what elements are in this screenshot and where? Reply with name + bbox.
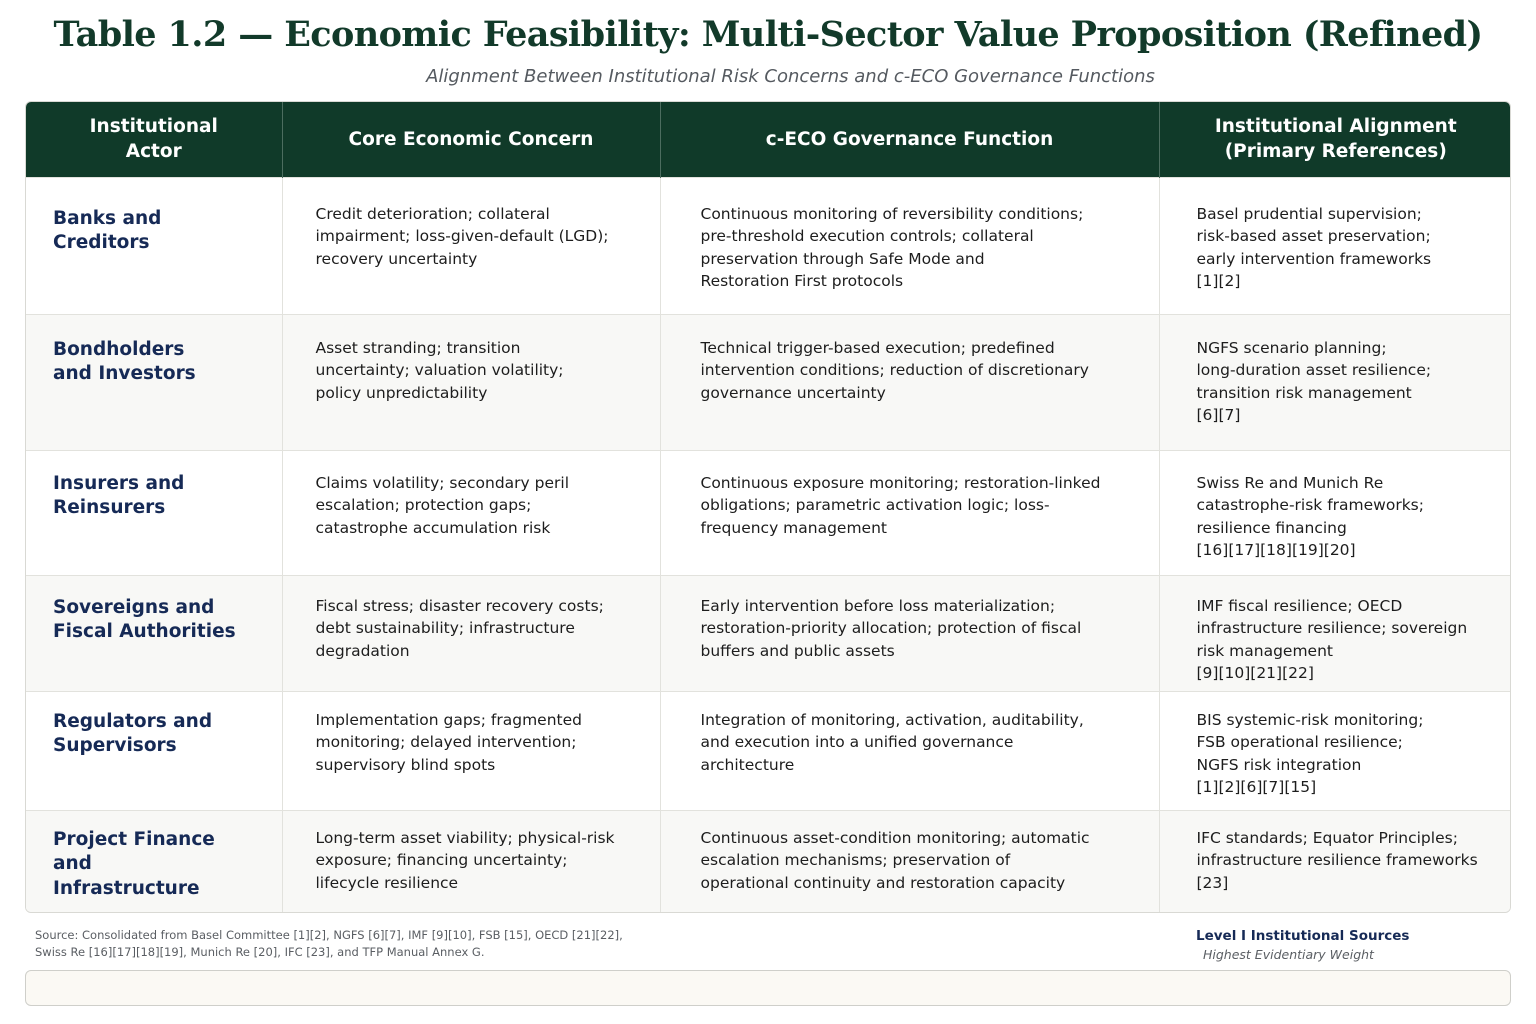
function-cell: Integration of monitoring, activation, auditability, and execution into a unified governance architecture (660, 691, 1159, 810)
function-cell: Continuous asset-condition monitoring; automatic escalation mechanisms; preservation of operational continuity and restoration capacity (660, 810, 1159, 913)
evidence-level-subtitle: Highest Evidentiary Weight (1203, 947, 1374, 962)
table-row (26, 450, 1511, 575)
alignment-cell: NGFS scenario planning; long-duration asset resilience; transition risk management [6][7] (1196, 338, 1432, 424)
alignment-cell: Basel prudential supervision; risk-based asset preservation; early intervention frameworks [1][2] (1196, 204, 1432, 290)
header-institutional-actor: Institutional Actor (26, 102, 282, 177)
concern-cell: Claims volatility; secondary peril escalation; protection gaps; catastrophe accumulation risk (282, 450, 660, 575)
alignment-cell: Swiss Re and Munich Re catastrophe-risk frameworks; resilience financing [16][17][18][19][20] (1196, 473, 1424, 559)
value-proposition-table (25, 101, 1511, 913)
header-governance-function: c-ECO Governance Function (660, 102, 1159, 177)
actor-cell: Sovereigns and Fiscal Authorities (26, 575, 282, 691)
table-row (26, 575, 1511, 691)
alignment-cell: IMF fiscal resilience; OECD infrastructure resilience; sovereign risk management [9][10][21][22] (1196, 596, 1468, 682)
alignment-cell: IFC standards; Equator Principles; infrastructure resilience frameworks [23] (1196, 828, 1478, 892)
table-header-row (26, 102, 1511, 177)
page-title: Table 1.2 — Economic Feasibility: Multi-Sector Value Proposition (Refined) (53, 14, 1483, 55)
table-row (26, 177, 1511, 314)
concern-cell: Long-term asset viability; physical-risk exposure; financing uncertainty; lifecycle resilience (282, 810, 660, 913)
function-cell: Continuous exposure monitoring; restoration-linked obligations; parametric activation logic; loss- frequency management (660, 450, 1159, 575)
table-row (26, 691, 1511, 810)
concern-cell: Implementation gaps; fragmented monitoring; delayed intervention; supervisory blind spots (282, 691, 660, 810)
header-institutional-alignment: Institutional Alignment (Primary References) (1214, 116, 1457, 163)
footer-panel (25, 970, 1511, 1006)
page-subtitle: Alignment Between Institutional Risk Concerns and c-ECO Governance Functions (426, 66, 1155, 87)
function-cell: Technical trigger-based execution; predefined intervention conditions; reduction of discretionary governance uncertainty (660, 314, 1159, 450)
evidence-level-title: Level I Institutional Sources (1196, 928, 1410, 944)
table-row (26, 810, 1511, 913)
concern-cell: Fiscal stress; disaster recovery costs; debt sustainability; infrastructure degradation (282, 575, 660, 691)
source-note: Source: Consolidated from Basel Committee [1][2], NGFS [6][7], IMF [9][10], FSB [15], OECD [21][22], Swiss Re [16][17][18][19], Munich Re [20], IFC [23], and TFP Manual Annex G. (35, 928, 623, 959)
concern-cell: Asset stranding; transition uncertainty; valuation volatility; policy unpredictability (282, 314, 660, 450)
header-core-economic-concern: Core Economic Concern (282, 102, 660, 177)
table-row (26, 314, 1511, 450)
actor-cell: Insurers and Reinsurers (26, 450, 282, 575)
alignment-cell: BIS systemic-risk monitoring; FSB operational resilience; NGFS risk integration [1][2][6][7][15] (1196, 710, 1424, 796)
function-cell: Continuous monitoring of reversibility conditions; pre-threshold execution controls; collateral preservation through Safe Mode and Restoration First protocols (660, 177, 1159, 314)
actor-cell: Regulators and Supervisors (26, 691, 282, 810)
concern-cell: Credit deterioration; collateral impairment; loss-given-default (LGD); recovery uncertainty (282, 177, 660, 314)
actor-cell: Bondholders and Investors (26, 314, 282, 450)
actor-cell: Project Finance and Infrastructure (26, 810, 282, 913)
function-cell: Early intervention before loss materialization; restoration-priority allocation; protection of fiscal buffers and public assets (660, 575, 1159, 691)
actor-cell: Banks and Creditors (26, 177, 282, 314)
